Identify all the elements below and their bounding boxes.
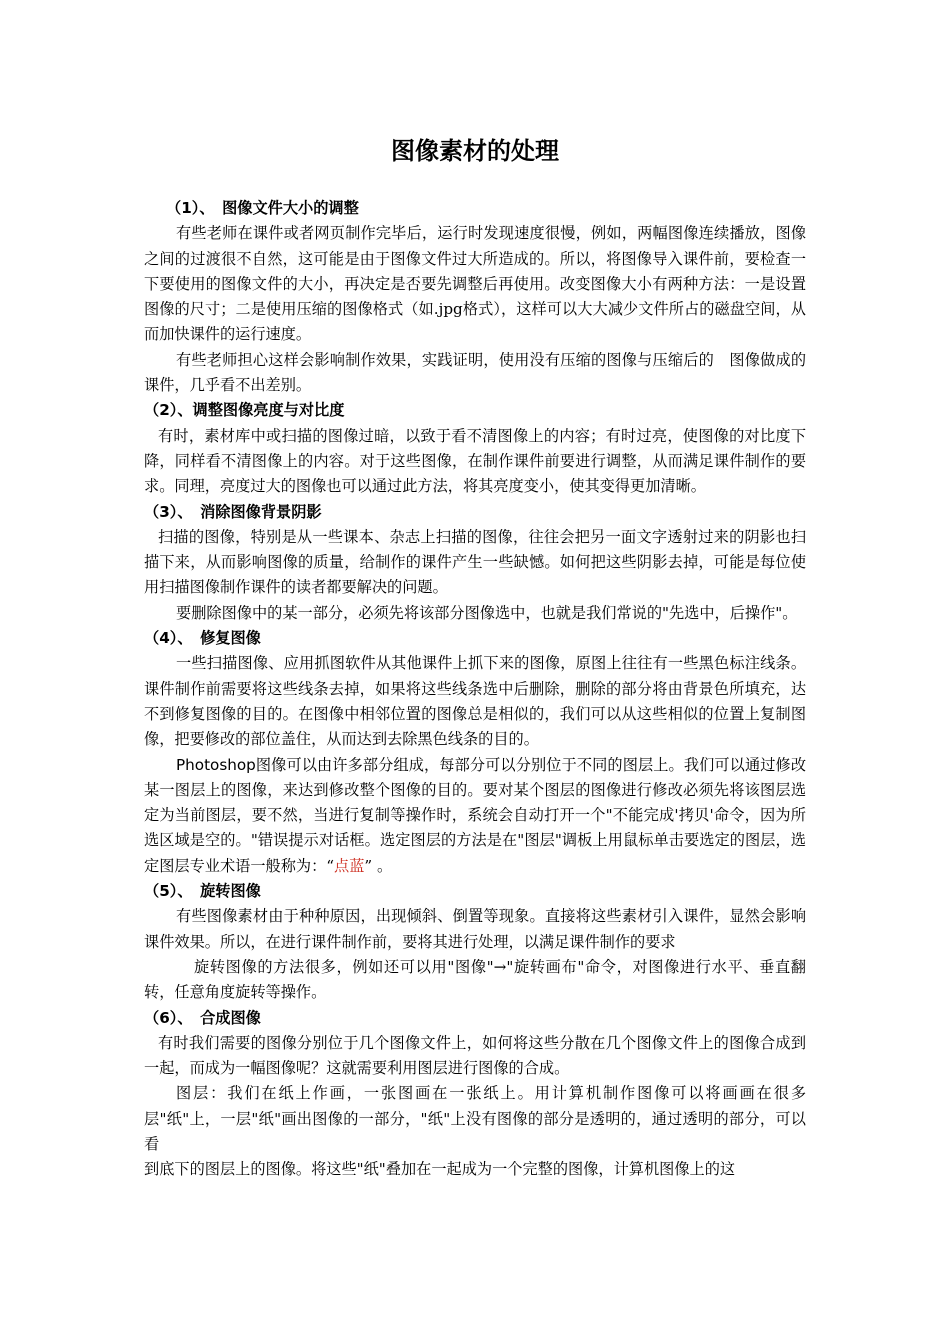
section-6-heading: （6）、 合成图像 (144, 1008, 261, 1027)
section-1-heading: （1）、 图像文件大小的调整 (166, 199, 359, 217)
section-6-paragraph-3: 到底下的图层上的图像。将这些"纸"叠加在一起成为一个完整的图像，计算机图像上的这 (144, 1160, 736, 1179)
section-4-paragraph-2-text: 图像可以由许多部分组成，每部分可以分别位于不同的图层上。我们可以通过修改某一图层上的图像，来达到修改整个图像的目的。要对某个图层的图像进行修改必须先将该图层选定为当前图层，要不然，当进行复制等操作时，系统会自动打开一个"不能完成'拷贝'命令，因为所选区域是空的。"错误提示对话框。选定图层的方法是在"图层"调板上用鼠标单击要选定的图层，选定图层专业术语一般称为：“ (144, 755, 806, 875)
section-1-paragraph-1: 有些老师在课件或者网页制作完毕后，运行时发现速度很慢，例如，两幅图像连续播放，图像之间的过渡很不自然，这可能是由于图像文件过大所造成的。所以，将图像导入课件前，要检查一下要使用的图像文件的大小，再决定是否要先调整后再使用。改变图像大小有两种方法：一是设置图像的尺寸；二是使用压缩的图像格式（如.jpg格式），这样可以大大减少文件所占的磁盘空间，从而加快课件的运行速度。 (144, 224, 806, 344)
section-6-paragraph-1: 有时我们需要的图像分别位于几个图像文件上，如何将这些分散在几个图像文件上的图像合成到一起，而成为一幅图像呢？这就需要利用图层进行图像的合成。 (144, 1033, 806, 1078)
section-5-heading: （5）、 旋转图像 (144, 882, 261, 901)
photoshop-word: Photoshop (176, 755, 256, 774)
highlighted-term: 点蓝 (334, 856, 365, 875)
document-body (144, 196, 806, 1183)
section-1-paragraph-2: 有些老师担心这样会影响制作效果，实践证明，使用没有压缩的图像与压缩后的 图像做成的课件，几乎看不出差别。 (144, 350, 806, 395)
section-2-paragraph-1: 有时，素材库中或扫描的图像过暗，以致于看不清图像上的内容；有时过亮，使图像的对比度下降，同样看不清图像上的内容。对于这些图像，在制作课件前要进行调整，从而满足课件制作的要求。同理，亮度过大的图像也可以通过此方法，将其亮度变小，使其变得更加清晰。 (144, 426, 806, 496)
section-4-heading: （4）、 修复图像 (144, 629, 261, 648)
section-4-paragraph-1: 一些扫描图像、应用抓图软件从其他课件上抓下来的图像，原图上往往有一些黑色标注线条。课件制作前需要将这些线条去掉，如果将这些线条选中后删除，删除的部分将由背景色所填充，达不到修复图像的目的。在图像中相邻位置的图像总是相似的，我们可以从这些相似的位置上复制图像，把要修改的部位盖住，从而达到去除黑色线条的目的。 (144, 654, 806, 749)
section-2-heading: （2）、调整图像亮度与对比度 (144, 401, 345, 420)
section-5-paragraph-2: 旋转图像的方法很多，例如还可以用"图像"→"旋转画布"命令，对图像进行水平、垂直翻转，任意角度旋转等操作。 (144, 957, 806, 1002)
section-3-paragraph-1: 扫描的图像，特别是从一些课本、杂志上扫描的图像，往往会把另一面文字透射过来的阴影也扫描下来，从而影响图像的质量，给制作的课件产生一些缺憾。如何把这些阴影去掉，可能是每位使用扫描图像制作课件的读者都要解决的问题。 (144, 527, 806, 597)
section-4-paragraph-2 (144, 753, 806, 879)
section-5-paragraph-1: 有些图像素材由于种种原因，出现倾斜、倒置等现象。直接将这些素材引入课件，显然会影响课件效果。所以，在进行课件制作前，要将其进行处理，以满足课件制作的要求 (144, 907, 806, 951)
section-6-paragraph-2: 图层：我们在纸上作画，一张图画在一张纸上。用计算机制作图像可以将画画在很多层"纸"上，一层"纸"画出图像的一部分，"纸"上没有图像的部分是透明的，通过透明的部分，可以看 (144, 1084, 806, 1153)
section-3-heading: （3）、 消除图像背景阴影 (144, 502, 322, 521)
section-4-paragraph-2-tail: ” 。 (364, 856, 393, 875)
page-title: 图像素材的处理 (391, 137, 559, 165)
section-3-paragraph-2: 要删除图像中的某一部分，必须先将该部分图像选中，也就是我们常说的"先选中，后操作"。 (176, 603, 798, 622)
